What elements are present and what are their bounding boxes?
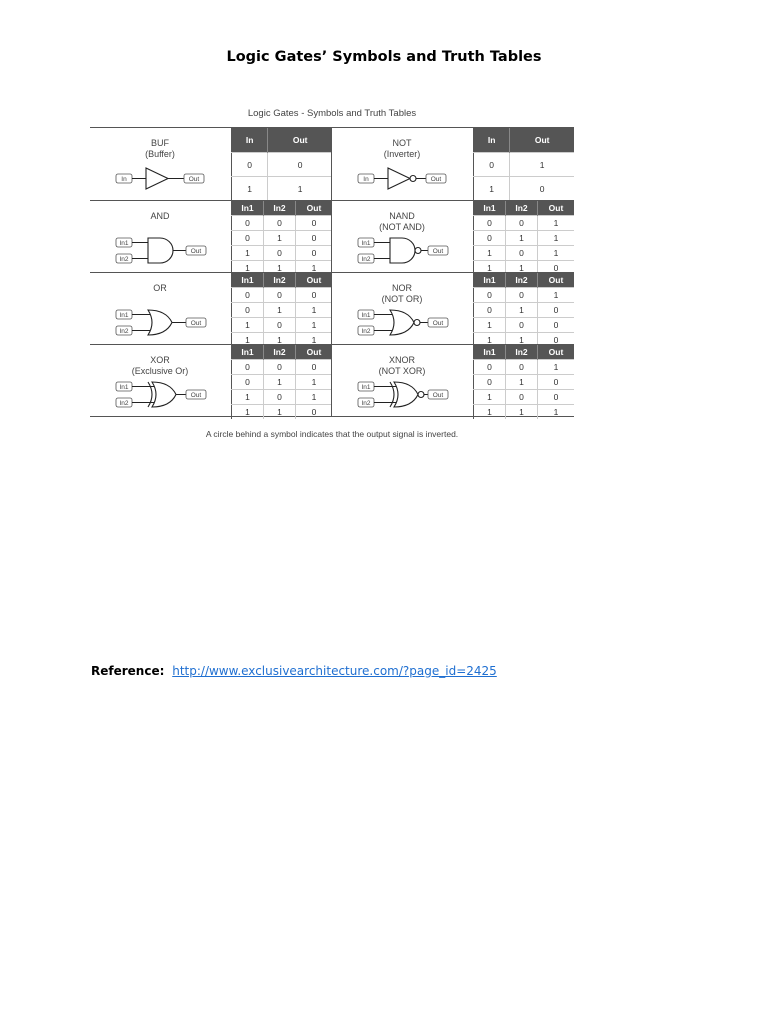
input-label: In1 xyxy=(361,312,371,319)
gate-body xyxy=(152,382,176,407)
truth-table-cell: 0 xyxy=(506,318,538,333)
inversion-bubble xyxy=(414,320,420,326)
gate-title: NOT xyxy=(392,138,412,148)
truth-table-cell: 1 xyxy=(538,246,575,261)
xnor-gate-icon xyxy=(358,379,454,411)
truth-table-cell: 1 xyxy=(232,246,264,261)
truth-table-header: In1 xyxy=(232,273,264,288)
truth-table-cell: 1 xyxy=(232,318,264,333)
truth-table-cell: 1 xyxy=(296,333,333,348)
truth-table-cell: 1 xyxy=(538,360,575,375)
truth-table-cell: 1 xyxy=(264,303,296,318)
gate-body xyxy=(148,238,173,263)
gate-title: XOR xyxy=(150,355,170,365)
truth-table-cell: 0 xyxy=(510,177,574,201)
truth-table-cell: 1 xyxy=(296,375,333,390)
logic-gates-figure xyxy=(90,104,574,449)
output-label: Out xyxy=(188,176,200,183)
truth-table-cell: 1 xyxy=(538,231,575,246)
gate-subtitle: (Exclusive Or) xyxy=(131,366,189,376)
truth-table-nor xyxy=(473,273,574,347)
truth-table-cell: 0 xyxy=(268,153,332,177)
table-row xyxy=(474,405,575,420)
truth-table-cell: 1 xyxy=(232,333,264,348)
gate-cell-nor xyxy=(331,273,574,345)
truth-table-header: In1 xyxy=(232,345,264,360)
truth-table-cell: 0 xyxy=(264,318,296,333)
truth-table-cell: 0 xyxy=(296,231,333,246)
table-row xyxy=(232,153,333,177)
gate-body xyxy=(390,238,415,263)
truth-table-cell: 1 xyxy=(232,177,268,201)
and-gate-icon xyxy=(116,235,212,267)
gate-name xyxy=(90,283,230,294)
truth-table-nand xyxy=(473,201,574,275)
truth-table-cell: 0 xyxy=(538,375,575,390)
truth-table-cell: 1 xyxy=(538,405,575,420)
reference-link[interactable]: http://www.exclusivearchitecture.com/?page_id=2425 xyxy=(172,664,497,678)
truth-table-header: In1 xyxy=(232,201,264,216)
gate-body xyxy=(146,168,168,189)
gate-body xyxy=(394,382,418,407)
truth-table-header: In2 xyxy=(264,201,296,216)
truth-table-header: Out xyxy=(296,273,333,288)
input-label: In1 xyxy=(361,240,371,247)
truth-table-cell: 1 xyxy=(474,405,506,420)
gate-cell-or xyxy=(90,273,332,345)
truth-table-cell: 0 xyxy=(296,246,333,261)
table-row xyxy=(474,375,575,390)
gate-name xyxy=(332,355,472,377)
truth-table-cell: 0 xyxy=(538,303,575,318)
document-title: Logic Gates’ Symbols and Truth Tables xyxy=(226,49,542,65)
gate-name xyxy=(90,355,230,377)
truth-table-cell: 0 xyxy=(538,333,575,348)
gate-name xyxy=(332,283,472,305)
input-label: In2 xyxy=(361,256,371,263)
truth-table-cell: 1 xyxy=(510,153,574,177)
table-row xyxy=(232,177,333,201)
truth-table-cell: 1 xyxy=(296,261,333,276)
gate-row xyxy=(90,344,574,417)
truth-table-cell: 1 xyxy=(296,303,333,318)
gate-cell-xor xyxy=(90,345,332,417)
output-label: Out xyxy=(432,320,444,327)
output-label: Out xyxy=(190,248,202,255)
gate-cell-and xyxy=(90,201,332,273)
input-label: In xyxy=(363,176,369,183)
truth-table-cell: 0 xyxy=(474,231,506,246)
gate-title: BUF xyxy=(151,138,169,148)
truth-table-cell: 1 xyxy=(264,405,296,420)
reference-line xyxy=(91,664,497,678)
truth-table-cell: 0 xyxy=(506,246,538,261)
input-label: In1 xyxy=(119,384,129,391)
output-label: Out xyxy=(432,392,444,399)
gate-subtitle: (NOT AND) xyxy=(379,222,425,232)
gate-title: NOR xyxy=(392,283,412,293)
truth-table-xnor xyxy=(473,345,574,419)
gate-subtitle: (NOT XOR) xyxy=(378,366,426,376)
output-label: Out xyxy=(190,320,202,327)
gate-row xyxy=(90,272,574,345)
truth-table-cell: 0 xyxy=(296,288,333,303)
truth-table-xor xyxy=(231,345,332,419)
truth-table-cell: 0 xyxy=(264,288,296,303)
truth-table-cell: 0 xyxy=(506,390,538,405)
input-label: In2 xyxy=(119,328,129,335)
gate-subtitle: (Inverter) xyxy=(383,149,421,159)
inversion-bubble xyxy=(410,176,416,182)
table-row xyxy=(232,318,333,333)
truth-table-cell: 0 xyxy=(232,288,264,303)
truth-table-cell: 1 xyxy=(506,405,538,420)
input-label: In1 xyxy=(119,312,129,319)
input-label: In2 xyxy=(119,256,129,263)
truth-table-cell: 1 xyxy=(296,390,333,405)
table-row xyxy=(232,246,333,261)
table-row xyxy=(474,360,575,375)
truth-table-header: In2 xyxy=(506,345,538,360)
truth-table-cell: 1 xyxy=(474,333,506,348)
truth-table-buf xyxy=(231,128,332,200)
input-label: In2 xyxy=(119,400,129,407)
truth-table-cell: 0 xyxy=(264,246,296,261)
table-row xyxy=(232,231,333,246)
gate-title: XNOR xyxy=(388,355,415,365)
inversion-bubble xyxy=(418,392,424,398)
truth-table-header: Out xyxy=(296,345,333,360)
truth-table-header: In xyxy=(474,128,510,153)
truth-table-cell: 0 xyxy=(474,303,506,318)
gate-body xyxy=(388,168,410,189)
input-label: In2 xyxy=(361,328,371,335)
truth-table-cell: 0 xyxy=(474,288,506,303)
table-row xyxy=(474,216,575,231)
truth-table-cell: 0 xyxy=(296,360,333,375)
gate-name xyxy=(332,138,472,160)
table-row xyxy=(232,288,333,303)
table-row xyxy=(474,318,575,333)
truth-table-cell: 1 xyxy=(474,261,506,276)
gate-subtitle: (Buffer) xyxy=(145,149,175,159)
truth-table-header: Out xyxy=(268,128,332,153)
nand-gate-icon xyxy=(358,235,454,267)
table-row xyxy=(232,375,333,390)
truth-table-cell: 0 xyxy=(296,405,333,420)
truth-table-cell: 1 xyxy=(264,261,296,276)
truth-table-cell: 1 xyxy=(232,261,264,276)
table-row xyxy=(232,390,333,405)
table-row xyxy=(474,288,575,303)
truth-table-header: In1 xyxy=(474,345,506,360)
truth-table-cell: 1 xyxy=(474,390,506,405)
truth-table-cell: 1 xyxy=(506,333,538,348)
truth-table-cell: 0 xyxy=(264,216,296,231)
table-row xyxy=(474,177,575,201)
truth-table-not xyxy=(473,128,574,200)
truth-table-cell: 1 xyxy=(264,375,296,390)
truth-table-cell: 1 xyxy=(474,246,506,261)
truth-table-header: Out xyxy=(538,273,575,288)
truth-table-cell: 1 xyxy=(506,231,538,246)
truth-table-cell: 0 xyxy=(474,360,506,375)
truth-table-cell: 0 xyxy=(538,318,575,333)
truth-table-cell: 1 xyxy=(232,390,264,405)
gate-body xyxy=(148,310,172,335)
or-gate-icon xyxy=(116,307,212,339)
input-label: In1 xyxy=(361,384,371,391)
output-label: Out xyxy=(432,248,444,255)
truth-table-cell: 0 xyxy=(538,390,575,405)
figure-caption: A circle behind a symbol indicates that the output signal is inverted. xyxy=(205,429,459,439)
truth-table-cell: 0 xyxy=(232,216,264,231)
truth-table-cell: 1 xyxy=(264,231,296,246)
truth-table-and xyxy=(231,201,332,275)
truth-table-cell: 0 xyxy=(474,375,506,390)
gate-title: NAND xyxy=(389,211,415,221)
truth-table-cell: 1 xyxy=(538,288,575,303)
truth-table-header: In1 xyxy=(474,273,506,288)
truth-table-cell: 0 xyxy=(232,303,264,318)
truth-table-header: Out xyxy=(538,345,575,360)
truth-table-cell: 0 xyxy=(232,360,264,375)
truth-table-cell: 1 xyxy=(296,318,333,333)
truth-table-cell: 1 xyxy=(232,405,264,420)
gate-row xyxy=(90,128,574,200)
table-row xyxy=(232,360,333,375)
truth-table-cell: 1 xyxy=(268,177,332,201)
xor-gate-icon xyxy=(116,379,212,411)
truth-table-cell: 0 xyxy=(506,360,538,375)
table-row xyxy=(474,246,575,261)
table-row xyxy=(232,216,333,231)
truth-table-cell: 0 xyxy=(538,261,575,276)
gate-name xyxy=(90,138,230,160)
input-label: In xyxy=(121,176,127,183)
gate-cell-not xyxy=(331,128,574,200)
input-label: In1 xyxy=(119,240,129,247)
truth-table-cell: 0 xyxy=(264,390,296,405)
truth-table-cell: 0 xyxy=(506,288,538,303)
truth-table-header: In2 xyxy=(264,273,296,288)
truth-table-cell: 1 xyxy=(506,261,538,276)
table-row xyxy=(474,153,575,177)
truth-table-cell: 1 xyxy=(474,177,510,201)
table-row xyxy=(232,303,333,318)
inversion-bubble xyxy=(415,248,421,254)
gate-body xyxy=(390,310,414,335)
gate-name xyxy=(332,211,472,233)
table-row xyxy=(232,405,333,420)
reference-label: Reference: xyxy=(91,664,165,678)
truth-table-cell: 0 xyxy=(232,153,268,177)
gate-subtitle: (NOT OR) xyxy=(381,294,423,304)
gate-cell-buf xyxy=(90,128,332,200)
truth-table-header: Out xyxy=(538,201,575,216)
gate-title: OR xyxy=(153,283,167,293)
truth-table-cell: 1 xyxy=(474,318,506,333)
table-row xyxy=(474,303,575,318)
gate-cell-nand xyxy=(331,201,574,273)
truth-table-cell: 0 xyxy=(474,216,506,231)
not-gate-icon xyxy=(358,162,454,194)
truth-table-or xyxy=(231,273,332,347)
truth-table-cell: 0 xyxy=(296,216,333,231)
truth-table-header: In2 xyxy=(264,345,296,360)
xor-curve xyxy=(390,382,394,407)
nor-gate-icon xyxy=(358,307,454,339)
gate-name xyxy=(90,211,230,222)
gate-cell-xnor xyxy=(331,345,574,417)
xor-curve xyxy=(148,382,152,407)
output-label: Out xyxy=(430,176,442,183)
truth-table-cell: 0 xyxy=(506,216,538,231)
figure-title: Logic Gates - Symbols and Truth Tables xyxy=(247,108,417,119)
truth-table-header: In2 xyxy=(506,201,538,216)
truth-table-cell: 1 xyxy=(264,333,296,348)
truth-table-cell: 0 xyxy=(232,375,264,390)
truth-table-cell: 1 xyxy=(506,375,538,390)
table-row xyxy=(474,231,575,246)
gate-row xyxy=(90,200,574,273)
truth-table-cell: 1 xyxy=(538,216,575,231)
truth-table-header: In2 xyxy=(506,273,538,288)
truth-table-cell: 0 xyxy=(474,153,510,177)
truth-table-header: In1 xyxy=(474,201,506,216)
truth-table-header: Out xyxy=(510,128,574,153)
output-label: Out xyxy=(190,392,202,399)
truth-table-cell: 0 xyxy=(264,360,296,375)
gates-grid xyxy=(90,127,574,417)
truth-table-header: Out xyxy=(296,201,333,216)
truth-table-cell: 1 xyxy=(506,303,538,318)
input-label: In2 xyxy=(361,400,371,407)
buf-gate-icon xyxy=(116,162,212,194)
gate-title: AND xyxy=(150,211,170,221)
table-row xyxy=(474,390,575,405)
truth-table-cell: 0 xyxy=(232,231,264,246)
truth-table-header: In xyxy=(232,128,268,153)
